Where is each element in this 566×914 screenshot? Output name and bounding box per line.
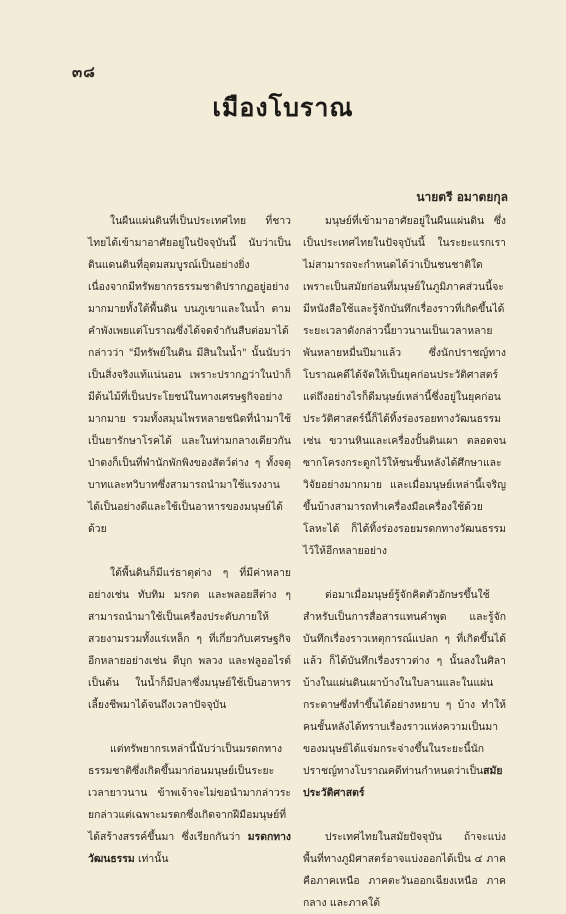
- paragraph: [88, 738, 291, 870]
- paragraph-text: ใต้พื้นดินก็มีแร่ธาตุต่าง ๆ ที่มีค่าหลายอย่างเช่น ทับทิม มรกต และพลอยสีต่าง ๆ สามารถนำมาใช้เป็นเครื่องประดับภายให้สวยงามรวมทั้งแร่เหล็ก ๆ ที่เกี่ยวกับเศรษฐกิจอีกหลายอย่างเช่น ดีบุก พลวง และฟลูออไรต์ เป็นต้น ในน้ำก็มีปลาซึ่งมนุษย์ใช้เป็นอาหารเลี้ยงชีพมาได้จนถึงเวลาปัจจุบัน: [88, 567, 291, 711]
- paragraph: [303, 826, 506, 914]
- right-column: [303, 210, 506, 914]
- page-title: เมืองโบราณ: [212, 93, 354, 122]
- bold-term: สมัยประวัติศาสตร์: [303, 765, 503, 799]
- author-byline: นายตรี อมาตยกุล: [416, 190, 508, 204]
- paragraph-text: ประเทศไทยในสมัยปัจจุบัน ถ้าจะแบ่งพื้นที่ทางภูมิศาสตร์อาจแบ่งออกได้เป็น ๔ ภาค คือภาคเหนือ ภาคตะวันออกเฉียงเหนือ ภาคกลาง และภาคใต้: [303, 831, 506, 909]
- left-column: [88, 210, 291, 870]
- paragraph-text: มนุษย์ที่เข้ามาอาศัยอยู่ในผืนแผ่นดิน ซึ่งเป็นประเทศไทยในปัจจุบันนี้ ในระยะแรกเราไม่สามารถจะกำหนดได้ว่าเป็นชนชาติใด เพราะเป็นสมัยก่อนที่มนุษย์ในภูมิภาคส่วนนี้จะมีหนังสือใช้และรู้จักบันทึกเรื่องราวที่เกิดขึ้นได้ ระยะเวลาดังกล่าวนี้ยาวนานเป็นเวลาหลายพันหลายหมื่นปีมาแล้ว ซึ่งนักปราชญ์ทางโบราณคดีได้จัดให้เป็นยุคก่อนประวัติศาสตร์ แต่ถึงอย่างไรก็ดีมนุษย์เหล่านี้ซึ่งอยู่ในยุคก่อนประวัติศาสตร์นี้ก็ได้ทิ้งร่องรอยทางวัฒนธรรมเช่น ขวานหินและเครื่องปั้นดินเผา ตลอดจนซากโครงกระดูกไว้ให้ชนชั้นหลังได้ศึกษาและวิจัยอย่างมากมาย และเมื่อมนุษย์เหล่านี้เจริญขึ้นบ้างสามารถทำเครื่องมือเครื่องใช้ด้วยโลหะได้ ก็ได้ทิ้งร่องรอยมรดกทางวัฒนธรรมไว้ให้อีกหลายอย่าง: [303, 215, 506, 557]
- page-number: ๓๘: [72, 63, 96, 81]
- paragraph-text: แต่ทรัพยากรเหล่านี้นับว่าเป็นมรดกทางธรรมชาติซึ่งเกิดขึ้นมาก่อนมนุษย์เป็นระยะเวลายาวนาน ข้าพเจ้าจะไม่ขอนำมากล่าวระยกล่าวแต่เฉพาะมรดกซึ่งเกิดจากฝีมือมนุษย์ที่ได้สร้างสรรค์ขึ้นมา ซึ่งเรียกกันว่า: [88, 743, 291, 843]
- paragraph: [88, 562, 291, 716]
- paragraph: [88, 210, 291, 540]
- paragraph-text: ต่อมาเมื่อมนุษย์รู้จักคิดตัวอักษรขึ้นใช้สำหรับเป็นการสื่อสารแทนคำพูด และรู้จักบันทึกเรื่องราวเหตุการณ์แปลก ๆ ที่เกิดขึ้นได้แล้ว ก็ได้บันทึกเรื่องราวต่าง ๆ นั้นลงในศิลาบ้างในแผ่นดินเผาบ้างในใบลานและในแผ่นกระดาษซึ่งทำขึ้นได้อย่างหยาบ ๆ บ้าง ทำให้คนชั้นหลังได้ทราบเรื่องราวแห่งความเป็นมาของมนุษย์ได้แจ่มกระจ่างขึ้นในระยะนี้นักปราชญ์ทางโบราณคดีท่านกำหนดว่าเป็น: [303, 589, 506, 777]
- paragraph-text: เท่านั้น: [134, 853, 169, 865]
- paragraph: [303, 584, 506, 804]
- paragraph: [303, 210, 506, 562]
- paragraph-text: ในผืนแผ่นดินที่เป็นประเทศไทย ที่ชาวไทยได้เข้ามาอาศัยอยู่ในปัจจุบันนี้ นับว่าเป็นดินแดนดินที่อุดมสมบูรณ์เป็นอย่างยิ่ง เนื่องจากมีทรัพยากรธรรมชาติปรากฏอยู่อย่างมากมายทั้งใต้พื้นดิน บนภูเขาและในน้ำ ตามคำพังเพยแต่โบราณซึ่งได้จดจำกันสืบต่อมาได้กล่าวว่า "มีทรัพย์ในดิน มีสินในน้ำ" นั้นนับว่าเป็นสิ่งจริงแท้แน่นอน เพราะปรากฏว่าในป่าก็มีต้นไม้ที่เป็นประโยชน์ในทางเศรษฐกิจอย่างมากมาย รวมทั้งสมุนไพรหลายชนิดที่นำมาใช้เป็นยารักษาโรคได้ และในท่ามกลางเดียวกันป่าดงก็เป็นที่พำนักพักพิงของสัตว์ต่าง ๆ ทั้งจตุบาทและทวิบาทซึ่งสามารถนำมาใช้แรงงานได้เป็นอย่างดีและใช้เป็นอาหารของมนุษย์ได้ด้วย: [88, 215, 291, 535]
- bold-term: มรดกทางวัฒนธรรม: [88, 831, 291, 865]
